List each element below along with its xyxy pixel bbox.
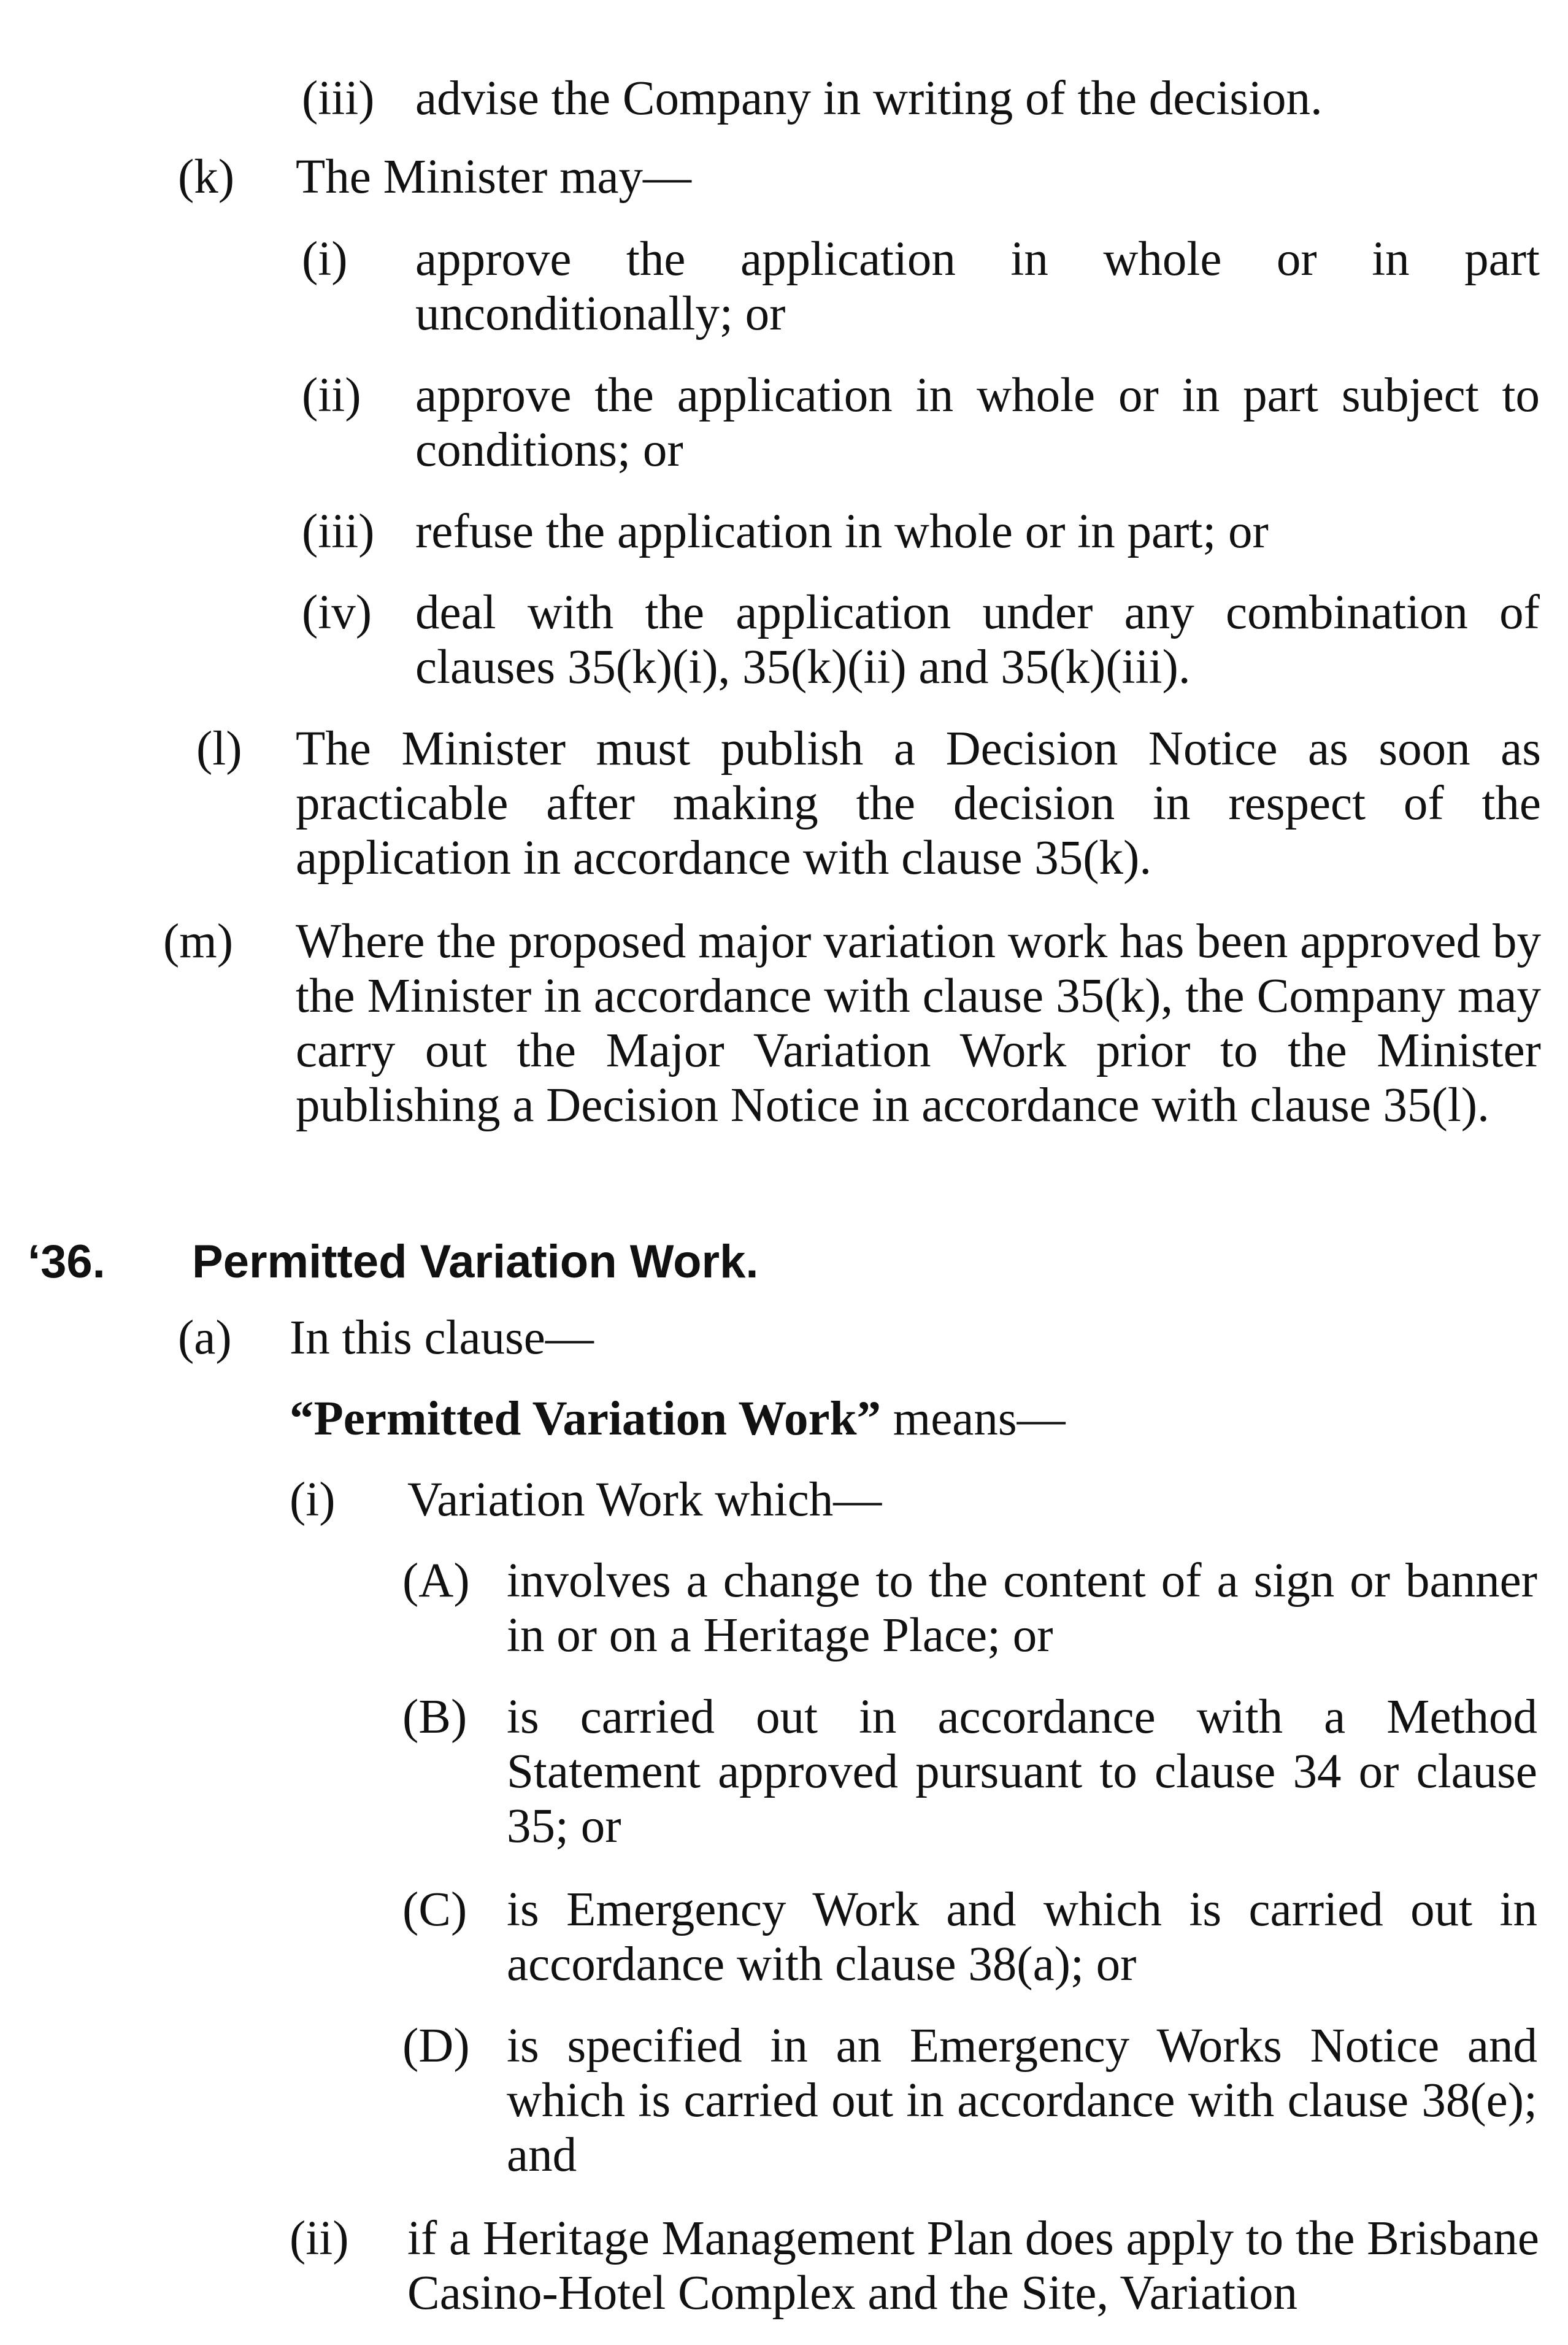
item-text: The Minister may— [296, 150, 692, 204]
item-text: advise the Company in writing of the decision. [415, 72, 1323, 125]
item-text: Where the proposed major variation work has been approved by the Minister in accordance with clause 35(k), the Company may carry out the Major Variation Work prior to the Minister publishing a Decision Notice in accordance with clause 35(l). [296, 915, 1541, 1132]
item-text: if a Heritage Management Plan does apply to the Brisbane Casino-Hotel Complex and the Site, Variation [407, 2212, 1539, 2320]
item-label: (k) [178, 150, 235, 204]
item-label: (A) [402, 1554, 470, 1608]
item-label: (iii) [302, 505, 375, 558]
item-text: Variation Work which— [407, 1473, 882, 1527]
item-label: (iv) [302, 586, 372, 639]
item-label: (a) [178, 1311, 232, 1365]
section-number: ‘36. [28, 1236, 106, 1288]
item-text: is specified in an Emergency Works Notice and which is carried out in accordance with clause 38(e); and [507, 2019, 1537, 2182]
item-label: (ii) [290, 2212, 349, 2265]
item-label: (ii) [302, 369, 361, 422]
section-title: Permitted Variation Work. [192, 1236, 759, 1288]
item-text: is carried out in accordance with a Method Statement approved pursuant to clause 34 or clause 35; or [507, 1690, 1537, 1853]
defined-term: “Permitted Variation Work” [290, 1392, 882, 1446]
item-label: (i) [302, 233, 348, 286]
item-label: (B) [402, 1690, 467, 1744]
item-text: refuse the application in whole or in part; or [415, 505, 1269, 558]
item-text: The Minister must publish a Decision Notice as soon as practicable after making the decision in respect of the application in accordance with clause 35(k). [296, 722, 1541, 885]
item-text: involves a change to the content of a sign or banner in or on a Heritage Place; or [507, 1554, 1537, 1662]
item-label: (l) [196, 722, 242, 776]
definition-means: means— [881, 1392, 1066, 1446]
item-label: (C) [402, 1883, 467, 1936]
item-label: (m) [163, 915, 234, 968]
item-label: (i) [290, 1473, 336, 1527]
definition [290, 1392, 1066, 1446]
item-text: In this clause— [290, 1311, 594, 1365]
item-label: (iii) [302, 72, 375, 125]
item-text: approve the application in whole or in part subject to conditions; or [415, 369, 1540, 477]
item-text: is Emergency Work and which is carried out in accordance with clause 38(a); or [507, 1883, 1537, 1991]
item-text: approve the application in whole or in part unconditionally; or [415, 233, 1540, 341]
item-text: deal with the application under any combination of clauses 35(k)(i), 35(k)(ii) and 35(k)(iii). [415, 586, 1540, 694]
item-label: (D) [402, 2019, 470, 2073]
